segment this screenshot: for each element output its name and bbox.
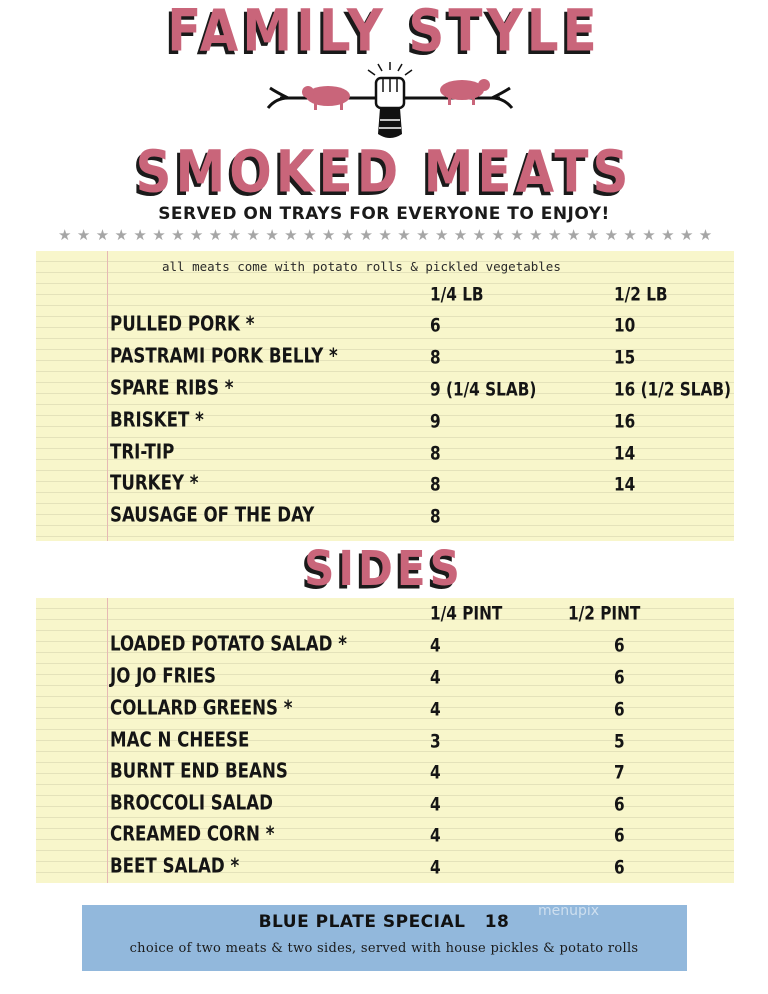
meat-item-price-half: 16 (614, 410, 636, 434)
blue-plate-special-title: BLUE PLATE SPECIAL 18 (258, 912, 510, 932)
meat-item-price-quarter: 8 (430, 442, 441, 466)
side-item-name: COLLARD GREENS * (110, 696, 293, 721)
meats-col-quarter-lb: 1/4 LB (430, 283, 484, 307)
side-item-price-quarter: 4 (430, 793, 441, 817)
meat-item-price-half: 15 (614, 346, 636, 370)
side-item-price-quarter: 4 (430, 761, 441, 785)
meat-item-price-quarter: 9 (1/4 SLAB) (430, 378, 537, 402)
side-item-price-quarter: 4 (430, 634, 441, 658)
title-smoked-meats: SMOKED MEATS (135, 138, 633, 206)
side-item-price-quarter: 4 (430, 666, 441, 690)
meat-item-name: TRI-TIP (110, 440, 175, 465)
side-item-price-quarter: 4 (430, 824, 441, 848)
side-item-price-half: 7 (614, 761, 625, 785)
side-item-price-half: 6 (614, 824, 625, 848)
meat-item-price-half: 16 (1/2 SLAB) (614, 378, 732, 402)
meats-note: all meats come with potato rolls & pickled vegetables (162, 259, 561, 274)
side-item-name: CREAMED CORN * (110, 822, 275, 847)
star-divider: ★★★★★★★★★★★★★★★★★★★★★★★★★★★★★★★★★★★ (58, 226, 718, 244)
side-item-price-quarter: 3 (430, 730, 441, 754)
side-item-price-half: 6 (614, 666, 625, 690)
meat-item-price-quarter: 8 (430, 473, 441, 497)
blue-plate-special-description: choice of two meats & two sides, served with house pickles & potato rolls (129, 941, 639, 956)
title-family-style: FAMILY STYLE (167, 0, 601, 65)
side-item-price-half: 6 (614, 634, 625, 658)
side-item-price-quarter: 4 (430, 698, 441, 722)
side-item-price-half: 5 (614, 730, 625, 754)
meat-item-name: TURKEY * (110, 471, 199, 496)
sides-title: SIDES (304, 540, 464, 597)
side-item-price-half: 6 (614, 698, 625, 722)
side-item-name: LOADED POTATO SALAD * (110, 632, 347, 657)
meat-item-price-quarter: 9 (430, 410, 441, 434)
meat-item-name: PASTRAMI PORK BELLY * (110, 344, 338, 369)
meat-item-name: BRISKET * (110, 408, 204, 433)
meat-item-name: SAUSAGE OF THE DAY (110, 503, 315, 528)
sides-col-half-pint: 1/2 PINT (568, 602, 641, 626)
side-item-price-quarter: 4 (430, 856, 441, 880)
meat-item-price-half: 10 (614, 314, 636, 338)
meat-item-price-quarter: 8 (430, 346, 441, 370)
side-item-price-half: 6 (614, 793, 625, 817)
side-item-name: BEET SALAD * (110, 854, 240, 879)
side-item-name: BROCCOLI SALAD (110, 791, 273, 816)
fist-with-pigs-on-spit-icon (262, 58, 518, 150)
meats-col-half-lb: 1/2 LB (614, 283, 668, 307)
meat-item-name: SPARE RIBS * (110, 376, 234, 401)
watermark: menupix (538, 903, 600, 919)
side-item-name: BURNT END BEANS (110, 759, 288, 784)
meat-item-price-half: 14 (614, 442, 636, 466)
side-item-price-half: 6 (614, 856, 625, 880)
meat-item-price-quarter: 8 (430, 505, 441, 529)
meat-item-price-quarter: 6 (430, 314, 441, 338)
side-item-name: JO JO FRIES (110, 664, 216, 689)
tagline: SERVED ON TRAYS FOR EVERYONE TO ENJOY! (158, 204, 610, 224)
side-item-name: MAC N CHEESE (110, 728, 250, 753)
sides-col-quarter-pint: 1/4 PINT (430, 602, 503, 626)
meat-item-name: PULLED PORK * (110, 312, 255, 337)
meat-item-price-half: 14 (614, 473, 636, 497)
